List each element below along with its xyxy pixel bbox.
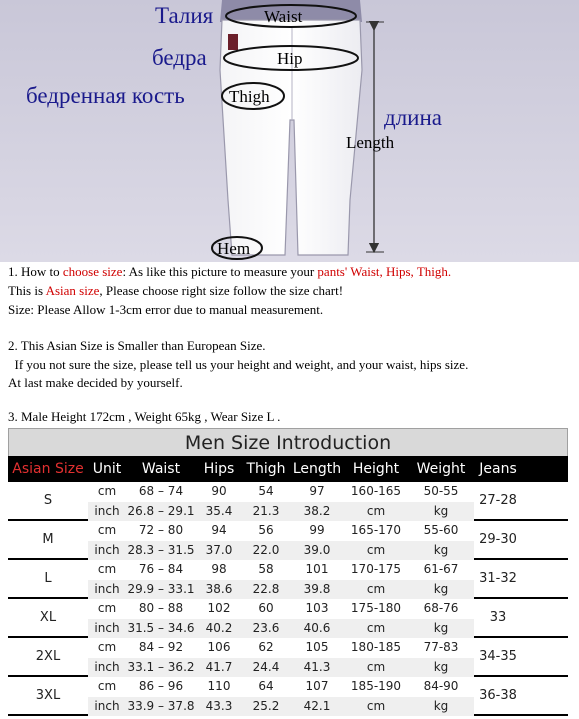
inch-value: kg <box>408 619 474 639</box>
column-header: Asian Size <box>12 461 84 477</box>
jeans-cell: 29-30 <box>474 521 522 558</box>
value-column <box>290 521 344 558</box>
note-text: 1. How to <box>8 264 63 279</box>
value-column <box>126 482 196 519</box>
value-column <box>290 677 344 714</box>
en-thigh-label: Thigh <box>229 87 270 106</box>
value-column <box>242 560 290 597</box>
table-body <box>8 482 568 716</box>
cm-value: 97 <box>309 484 325 498</box>
value-column <box>196 599 242 636</box>
value-column <box>290 560 344 597</box>
cm-value: 103 <box>305 601 329 615</box>
value-column <box>408 560 474 597</box>
cm-value: 80 – 88 <box>138 601 184 615</box>
jeans-cell: 33 <box>474 599 522 636</box>
pants-tag <box>228 34 238 50</box>
inch-value: inch <box>88 697 126 717</box>
cm-value: cm <box>97 562 117 576</box>
ru-waist-label: Талия <box>155 3 214 28</box>
value-column <box>242 599 290 636</box>
cm-value: 99 <box>309 523 325 537</box>
cm-value: 98 <box>211 562 227 576</box>
inch-value: 22.8 <box>242 580 290 600</box>
note-text: , Please choose right size follow the size chart! <box>99 283 344 298</box>
column-header: Length <box>292 461 342 477</box>
value-column <box>196 560 242 597</box>
ru-length-label: длина <box>384 105 443 130</box>
value-column <box>196 521 242 558</box>
value-column <box>126 638 196 675</box>
cm-value: 185-190 <box>350 679 402 693</box>
size-cell: XL <box>39 610 57 625</box>
jeans-cell: 31-32 <box>474 560 522 597</box>
jeans-cell: 34-35 <box>474 638 522 675</box>
cm-value: 77-83 <box>423 640 459 654</box>
column-header: Jeans <box>479 461 517 477</box>
cm-value: 62 <box>258 640 274 654</box>
value-column <box>344 482 408 519</box>
cm-value: 56 <box>258 523 274 537</box>
value-column <box>408 521 474 558</box>
cm-value: cm <box>97 679 117 693</box>
inch-value: kg <box>408 580 474 600</box>
value-column <box>408 482 474 519</box>
size-row-group <box>8 599 568 638</box>
size-cell: M <box>42 532 54 547</box>
jeans-cell: 27-28 <box>474 482 522 519</box>
inch-value: 33.9 – 37.8 <box>126 697 196 717</box>
note-line-4: 2. This Asian Size is Smaller than European Size. <box>8 338 266 353</box>
inch-value: 24.4 <box>242 658 290 678</box>
cm-value: 60 <box>258 601 274 615</box>
value-column <box>242 521 290 558</box>
cm-value: 107 <box>305 679 329 693</box>
value-column <box>126 599 196 636</box>
en-waist-label: Waist <box>264 7 303 26</box>
inch-value: 38.6 <box>196 580 242 600</box>
pants-measurement-illustration <box>0 0 579 262</box>
value-column <box>290 482 344 519</box>
value-column <box>88 560 126 597</box>
value-column <box>88 599 126 636</box>
cm-value: 84 – 92 <box>138 640 184 654</box>
value-column <box>242 482 290 519</box>
note-line-6: At last make decided by yourself. <box>8 375 183 390</box>
value-column <box>126 677 196 714</box>
column-header: Height <box>352 461 400 477</box>
inch-value: 22.0 <box>242 541 290 561</box>
cm-value: 86 – 96 <box>138 679 184 693</box>
column-header: Waist <box>141 461 181 477</box>
column-header: Unit <box>92 461 122 477</box>
cm-value: 165-170 <box>350 523 402 537</box>
inch-value: 35.4 <box>196 502 242 522</box>
value-column <box>242 638 290 675</box>
cm-value: 170-175 <box>350 562 402 576</box>
cm-value: 61-67 <box>423 562 459 576</box>
table-title: Men Size Introduction <box>8 428 568 456</box>
cm-value: 106 <box>207 640 231 654</box>
cm-value: 105 <box>305 640 329 654</box>
value-column <box>242 677 290 714</box>
inch-value: 33.1 – 36.2 <box>126 658 196 678</box>
value-column <box>344 521 408 558</box>
value-column <box>344 560 408 597</box>
inch-value: 37.0 <box>196 541 242 561</box>
note-line-3: Size: Please Allow 1-3cm error due to manual measurement. <box>8 302 324 317</box>
size-cell: 2XL <box>35 649 61 664</box>
inch-value: 31.5 – 34.6 <box>126 619 196 639</box>
cm-value: cm <box>97 640 117 654</box>
value-column <box>88 638 126 675</box>
cm-value: 84-90 <box>423 679 459 693</box>
note-line-5: If you not sure the size, please tell us your height and weight, and your waist, hips size. <box>8 357 469 372</box>
inch-value: 26.8 – 29.1 <box>126 502 196 522</box>
value-column <box>196 677 242 714</box>
inch-value: inch <box>88 580 126 600</box>
column-header: Hips <box>203 461 235 477</box>
value-column <box>126 521 196 558</box>
size-row-group <box>8 638 568 677</box>
en-hip-label: Hip <box>277 49 303 68</box>
cm-value: 72 – 80 <box>138 523 184 537</box>
inch-value: kg <box>408 502 474 522</box>
cm-value: cm <box>97 523 117 537</box>
inch-value: inch <box>88 541 126 561</box>
value-column <box>196 482 242 519</box>
cm-value: 50-55 <box>423 484 459 498</box>
inch-value: kg <box>408 697 474 717</box>
inch-value: 25.2 <box>242 697 290 717</box>
note-line-2 <box>8 282 343 300</box>
cm-value: 160-165 <box>350 484 402 498</box>
cm-value: 68 – 74 <box>138 484 184 498</box>
value-column <box>196 638 242 675</box>
value-column <box>408 677 474 714</box>
note-highlight: Asian size <box>45 283 100 298</box>
inch-value: cm <box>344 580 408 600</box>
inch-value: 39.0 <box>290 541 344 561</box>
cm-value: 94 <box>211 523 227 537</box>
note-text: : As like this picture to measure your <box>122 264 318 279</box>
cm-value: 102 <box>207 601 231 615</box>
en-length-label: Length <box>346 133 395 152</box>
cm-value: cm <box>97 601 117 615</box>
table-header-row <box>8 456 568 482</box>
value-column <box>344 677 408 714</box>
cm-value: 55-60 <box>423 523 459 537</box>
inch-value: 28.3 – 31.5 <box>126 541 196 561</box>
value-column <box>344 638 408 675</box>
en-hem-label: Hem <box>217 239 251 258</box>
cm-value: 64 <box>258 679 274 693</box>
ru-hips-label: бедра <box>152 45 207 70</box>
ru-thigh-label: бедренная кость <box>26 83 185 108</box>
size-row-group <box>8 560 568 599</box>
size-cell: 3XL <box>35 688 61 703</box>
value-column <box>126 560 196 597</box>
size-cell: S <box>43 493 53 508</box>
cm-value: 180-185 <box>350 640 402 654</box>
inch-value: 29.9 – 33.1 <box>126 580 196 600</box>
size-cell: L <box>44 571 52 586</box>
inch-value: 23.6 <box>242 619 290 639</box>
size-row-group <box>8 482 568 521</box>
inch-value: cm <box>344 619 408 639</box>
inch-value: 43.3 <box>196 697 242 717</box>
cm-value: 54 <box>258 484 274 498</box>
size-table <box>8 428 568 716</box>
inch-value: 21.3 <box>242 502 290 522</box>
size-row-group <box>8 677 568 716</box>
value-column <box>290 638 344 675</box>
inch-value: 40.6 <box>290 619 344 639</box>
inch-value: 40.2 <box>196 619 242 639</box>
value-column <box>344 599 408 636</box>
cm-value: 68-76 <box>423 601 459 615</box>
note-line-1 <box>8 263 451 281</box>
inch-value: cm <box>344 541 408 561</box>
inch-value: inch <box>88 502 126 522</box>
inch-value: cm <box>344 697 408 717</box>
value-column <box>88 482 126 519</box>
inch-value: kg <box>408 541 474 561</box>
inch-value: 39.8 <box>290 580 344 600</box>
column-header: Weight <box>416 461 466 477</box>
cm-value: 58 <box>258 562 274 576</box>
inch-value: inch <box>88 619 126 639</box>
note-line-7: 3. Male Height 172cm , Weight 65kg , Wear Size L . <box>8 409 281 424</box>
inch-value: 38.2 <box>290 502 344 522</box>
value-column <box>408 638 474 675</box>
value-column <box>88 521 126 558</box>
pants-diagram <box>0 0 579 262</box>
cm-value: 175-180 <box>350 601 402 615</box>
inch-value: cm <box>344 502 408 522</box>
value-column <box>88 677 126 714</box>
size-row-group <box>8 521 568 560</box>
cm-value: 101 <box>305 562 329 576</box>
inch-value: cm <box>344 658 408 678</box>
inch-value: 42.1 <box>290 697 344 717</box>
value-column <box>290 599 344 636</box>
note-text: This is <box>8 283 46 298</box>
inch-value: inch <box>88 658 126 678</box>
inch-value: 41.7 <box>196 658 242 678</box>
value-column <box>408 599 474 636</box>
note-highlight: pants' Waist, Hips, Thigh. <box>317 264 452 279</box>
cm-value: 76 – 84 <box>138 562 184 576</box>
jeans-cell: 36-38 <box>474 677 522 714</box>
inch-value: 41.3 <box>290 658 344 678</box>
inch-value: kg <box>408 658 474 678</box>
cm-value: 90 <box>211 484 227 498</box>
cm-value: cm <box>97 484 117 498</box>
column-header: Thigh <box>246 461 286 477</box>
note-highlight: choose size <box>62 264 123 279</box>
cm-value: 110 <box>207 679 231 693</box>
